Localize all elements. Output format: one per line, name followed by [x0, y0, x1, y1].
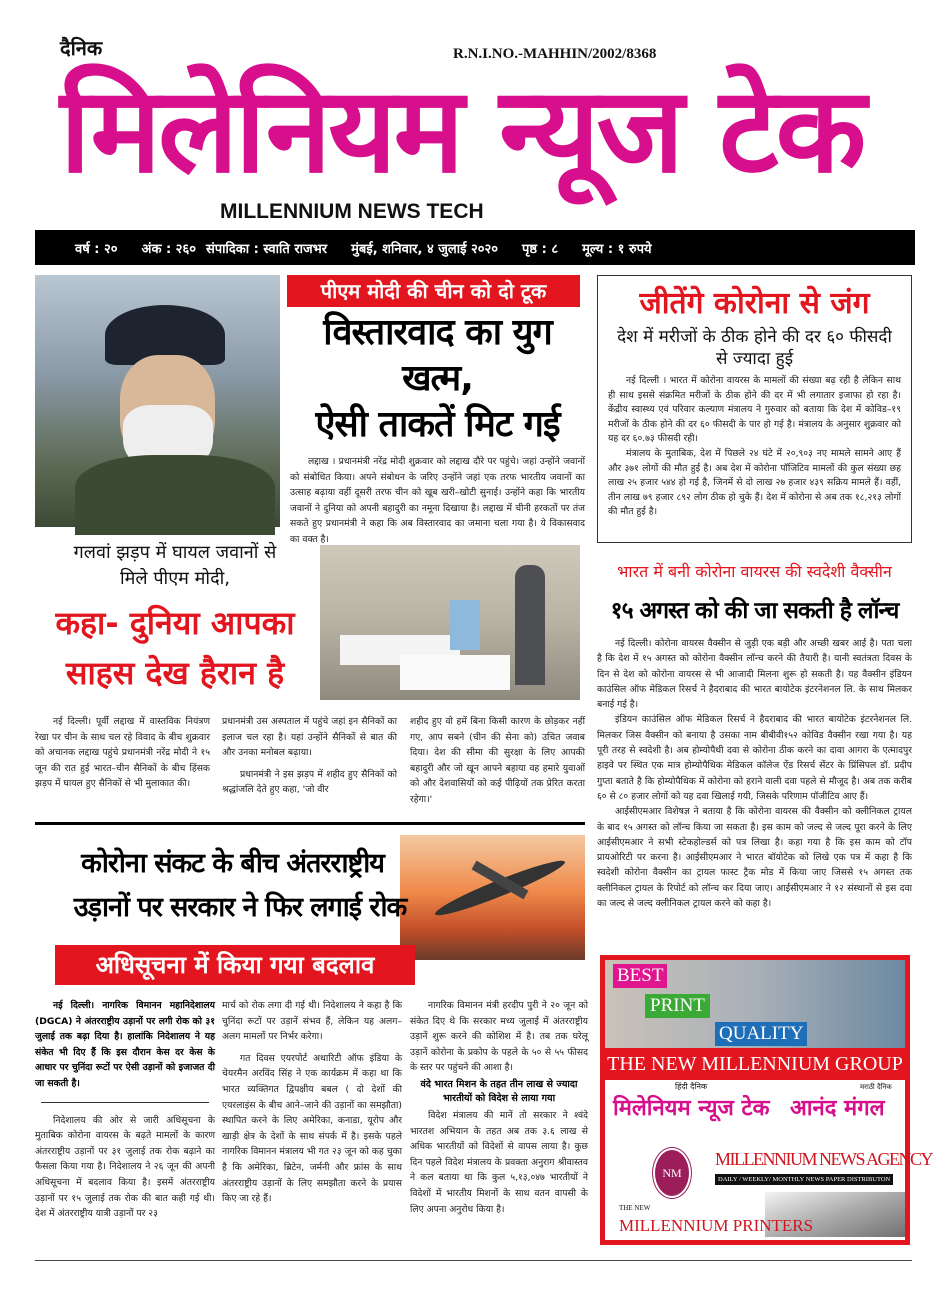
vaccine-kicker: भारत में बनी कोरोना वायरस की स्वदेशी वैक्सीन [617, 562, 892, 581]
ad-tag-quality: QUALITY [715, 1022, 807, 1046]
flights-col-1-text: निदेशालय की ओर से जारी अधिसूचना के मुताबिक कोरोना वायरस के बढ़ते मामलों के कारण अंतरराष्ट्रीय उड़ानों पर ३१ जुलाई तक रोक बढ़ाने का फैसला किया गया है। निदेशालय ने २६ जून की अपनी अधिसूचना में बदलाव किया है। इसमें अंतरराष्ट्रीय उड़ानों पर १५ जुलाई तक रोक की बात कही गई थी। देश में अंतरराष्ट्रीय यात्री उड़ानों पर २३ [35, 1114, 215, 1220]
flights-col-2-p2: गत दिवस एयरपोर्ट अथारिटी ऑफ इंडिया के चेयरमैन अरविंद सिंह ने एक कार्यक्रम में कहा था कि भारत व्यक्तिगत द्विपक्षीय बबल ( दो देशों की एयरलाइंस के बीच आने–जाने की उड़ानों का समझौता) स्थापित करने के लिए अमेरिका, कनाडा, यूरोप और खाड़ी क्षेत्र के देशों के साथ संपर्क में है। इसके पहले नागरिक विमानन मंत्रालय भी गत २३ जून को कह चुका है कि अमेरिका, ब्रिटेन, जर्मनी और फ्रांस के साथ अंतरराष्ट्रीय उड़ानों के लिए समझौता करने के प्रयास किए जा रहे हैं। [222, 1052, 402, 1205]
rni-number: R.N.I.NO.-MAHHIN/2002/8368 [453, 46, 657, 62]
corona-body [608, 374, 901, 520]
flights-lead: नई दिल्ली। नागरिक विमानन महानिदेशालय (DGCA) ने अंतरराष्ट्रीय उड़ानों पर लगी रोक को ३१ जुलाई तक बढ़ा दिया है। हालांकि निदेशालय ने यह संकेत भी दिए हैं कि इस दौरान केस दर केस के आधार पर चुनिंदा रूटों पर ऐसी उड़ानों को इजाजत दी जा सकती है। [35, 1000, 215, 1089]
masthead-title: मिलेनियम न्यूज टेक [60, 61, 864, 199]
vaccine-paragraph: इंडियन काउंसिल ऑफ मेडिकल रिसर्च ने हैदराबाद की भारत बायोटेक इंटरनेशनल लि. मिलकर जिस वैक्सीन को बनाया है उसका नाम बीबीवी१५२ कोविड वैक्सीन रखा गया है। यह पूरी तरह से स्वदेशी है। अब होम्योपैथी दवा से कोरोना ठीक करने का दावा आगरा के एत्मादपुर हाइवे पर स्थित एक मात्र होम्योपैथिक मेडिकल कॉलेज ऐंड रिसर्च सेंटर के प्रिंसिपल डॉ. प्रदीप गुप्ता बताते है कि होम्योपैथिक में कोरोना को हराने वाली दवा पहले से मौजूद है। अब तक करीब ६० से ८० हजार लोगों को यह दवा खिलाई गयी, जिसके परिणाम पॉजीटिव आए हैं। [597, 714, 912, 802]
ad-millennium-group [600, 955, 932, 1245]
ad-tag-best: BEST [613, 964, 667, 988]
modi-body-text: लद्दाख । प्रधानमंत्री नरेंद्र मोदी शुक्रवार को लद्दाख दौरे पर पहुंचे। जहां उन्होंने जवानों को संबोधित किया। अपने संबोधन के जरिए उन्होंने जहां एक तरफ भारतीय जवानों का उत्साह बढ़ाया वहीं दूसरी तरफ चीन को खूब खरी–खोटी सुनाई। उन्होंने कहा कि भारतीय जवानों ने दुनिया को अपनी बहादुरी का नमूना दिखाया है। लद्दाख में चीनी हरकतों पर तंज सकते हुए प्रधानमंत्री ने कहा कि अब विस्तारवाद का जमाना चला गया है। ये विकासवाद का वक्त है। [290, 456, 585, 545]
ad-tag-print: PRINT [645, 994, 710, 1018]
galwan-headline-1: कहा- दुनिया आपका [55, 604, 295, 642]
corona-subhead: देश में मरीजों के ठीक होने की दर ६० फीसदी से ज्यादा हुई [617, 327, 892, 369]
flights-heading-block [35, 842, 445, 985]
masthead-subtitle: MILLENNIUM NEWS TECH [220, 200, 484, 223]
galwan-col-1: नई दिल्ली। पूर्वी लद्दाख में वास्तविक नियंत्रण रेखा पर चीन के साथ चल रहे विवाद के बीच शुक्रवार को अचानक लद्दाख पहुंचे प्रधानमंत्री नरेंद्र मोदी ने १५ जून की रात हुई भारत–चीन सैनिकों के बीच हिंसक झड़प में घायल हुए सैनिकों से भी मुलाकात की। [35, 716, 210, 790]
divider [35, 822, 585, 825]
galwan-headline-2: साहस देख हैरान है [65, 654, 285, 692]
flights-col-3 [410, 998, 588, 1217]
flights-col-3-subhead: वंदे भारत मिशन के तहत तीन लाख से ज्यादा भारतीयों को विदेश से लाया गया [420, 1078, 578, 1104]
modi-story [285, 275, 590, 548]
price: मूल्य : १ रुपये [582, 241, 652, 257]
dateline: मुंबई, शनिवार, ४ जुलाई २०२० [351, 241, 499, 257]
galwan-col-2-p1: प्रधानमंत्री उस अस्पताल में पहुंचे जहां इन सैनिकों का इलाज चल रहा है। यहां उन्होंने सैनिकों से बात की और उनका मनोबल बढ़ाया। [222, 716, 397, 759]
ad-paper1-label: हिंदी दैनिक [675, 1082, 708, 1091]
modi-headline-1: विस्तारवाद का युग खत्म, [323, 312, 552, 399]
hospital-photo [320, 545, 580, 700]
flights-col-1 [35, 998, 215, 1222]
galwan-subhead-2: मिले पीएम मोदी, [119, 568, 231, 589]
galwan-col-2-p2: प्रधानमंत्री ने इस झड़प में शहीद हुए सैनिकों को श्रद्धांजलि देते हुए कहा, 'जो वीर [222, 768, 397, 796]
corona-box [597, 275, 912, 543]
vaccine-body [597, 636, 912, 911]
flights-headline-1: कोरोना संकट के बीच अंतरराष्ट्रीय [81, 848, 384, 879]
flights-col-3-p1: नागरिक विमानन मंत्री हरदीप पुरी ने २० जून को संकेत दिए थे कि सरकार मध्य जुलाई में अंतरराष्ट्रीय उड़ानें शुरू करने की कोशिश में है। तब तक घरेलू उड़ानें कोरोना के प्रकोप के पहले के ५० से ५५ फीसद के स्तर पर पहुंचने की आशा है। [410, 1000, 588, 1074]
ad-paper1: मिलेनियम न्यूज टेक [613, 1096, 770, 1121]
ad-printers: MILLENNIUM PRINTERS [619, 1216, 814, 1235]
modi-kicker-text: पीएम मोदी की चीन को दो टूक [320, 279, 547, 303]
ad-logo [653, 1148, 691, 1198]
flights-col-2-p1: मार्च को रोक लगा दी गई थी। निदेशालय ने कहा है कि चुनिंदा रूटों पर उड़ानें संभव हैं, लेकिन यह अलग–अलग मामलों पर निर्भर करेगा। [222, 1000, 402, 1043]
flights-lead-rule [41, 1102, 209, 1103]
modi-headline-2: ऐसी ताकतें मिट गई [315, 404, 560, 445]
corona-paragraph: नई दिल्ली । भारत में कोरोना वायरस के मामलों की संख्या बढ़ रही है लेकिन साथ ही साथ इससे संक्रमित मरीजों के ठीक होने की दर में भी लगातार इजाफा हो रहा है। केंद्रीय स्वास्थ्य एवं परिवार कल्याण मंत्रालय ने गुरुवार को बताया कि देश में कोविड–१९ मरीजों के ठीक होने की दर ६० फीसदी के पार हो गई है। मंत्रालय के अनुसार शुक्रवार को यह दर ६०.७३ फीसदी रही। [608, 375, 901, 445]
year: वर्ष : २० [75, 241, 118, 257]
ad-paper2: आनंद मंगल [790, 1096, 885, 1121]
ad-agency-sub: DAILY / WEEKLY/ MONTHLY NEWS PAPER DISTRIBUTON [715, 1174, 893, 1185]
flights-banner-text: अधिसूचना में किया गया बदलाव [95, 951, 375, 979]
vaccine-headline: १५ अगस्त को की जा सकती है लॉन्च [610, 598, 899, 624]
bottom-rule [35, 1260, 912, 1261]
vaccine-paragraph: आईसीएमआर विशेषज्ञ ने बताया है कि कोरोना वायरस की वैक्सीन को क्लीनिकल ट्रायल के बाद १५ अगस्त को लॉन्च किया जा सकता है। इस काम को जल्द से जल्द पूरा करने के लिए आईसीएमआर ने सभी स्टेकहोल्डर्स को पत्र लिखा है। कहा गया है कि इस काम को टॉप प्रायओरिटी पर करना है। आईसीएमआर ने भारत बॉयोटेक को लिखे एक पत्र में कहा है कि स्वदेशी कोरोना वैक्सीन का ट्रायल फास्ट ट्रैक मोड में किया जाए जिससे १५ अगस्त तक क्लीनिकल ट्रायल के रिपोर्ट को लॉन्च कर दिया जाए। आईसीएमआर ने १२ संस्थानों से इस दवा का जल्द से जल्द क्लीनिकल ट्रायल करने को कहा है। [597, 806, 912, 910]
galwan-subhead-1: गलवां झड़प में घायल जवानों से [73, 542, 277, 563]
corona-paragraph: मंत्रालय के मुताबिक, देश में पिछले २४ घंटे में २०,९०३ नए मामले सामने आए हैं और ३७१ लोगों की मौत हुई है। अब देश में कोरोना पॉजिटिव मामलों की कुल संख्या छह लाख २५ हजार ५४४ हो गई है, जिनमें से दो लाख २७ हजार ४३९ सक्रिय मामले हैं। वहीं, तीन लाख ७९ हजार ८९२ लोग ठीक हो चुके हैं। देश में कोरोना से अब तक १८,२१३ लोगों की मौत हुई है। [608, 447, 901, 518]
modi-kicker [287, 275, 580, 307]
galwan-col-2 [222, 714, 397, 798]
galwan-heading-block [30, 540, 320, 698]
info-bar [35, 230, 915, 265]
vaccine-paragraph: नई दिल्ली। कोरोना वायरस वैक्सीन से जुड़ी एक बड़ी और अच्छी खबर आई है। पता चला है कि देश में १५ अगस्त को कोरोना वैक्सीन लॉन्च करने की तैयारी है। यानी स्वतंत्रता दिवस के दिन से देश को कोरोना वायरस से भी आजादी मिलना शुरू हो सकती है। यह वैक्सीन इंडियन काउंसिल ऑफ मेडिकल रिसर्च ने हैदराबाद की भारत बायोटेक इंटरनेशनल लि. के साथ मिलकर बनाई गई है। [597, 638, 912, 711]
ad-paper2-label: मराठी दैनिक [860, 1083, 892, 1091]
modi-body [290, 454, 585, 548]
ad-group-name: THE NEW MILLENNIUM GROUP [605, 1048, 905, 1080]
daily-label: दैनिक [60, 36, 103, 60]
flights-headline-2: उड़ानों पर सरकार ने फिर लगाई रोक [73, 892, 407, 923]
ad-printers-pre: THE NEW [619, 1204, 651, 1212]
editor: संपादिका : स्वाति राजभर [205, 241, 328, 257]
corona-headline: जीतेंगे कोरोना से जंग [639, 286, 870, 321]
vaccine-story [597, 560, 912, 911]
flights-banner [55, 945, 415, 985]
flights-col-2 [222, 998, 402, 1207]
ad-agency: MILLENNIUM NEWS AGENCY [715, 1149, 932, 1169]
flights-col-3-p2: विदेश मंत्रालय की मानें तो सरकार ने श्वंदे भारतश अभियान के तहत अब तक ३.६ लाख से अधिक भारतीयों को विदेशों से वापस लाया है। कुछ दिन पहले विदेश मंत्रालय के प्रवक्ता अनुराग श्रीवास्तव ने कल बताया था कि कुल ५,१३,०४७ भारतीयों ने विदेशों में भारतीय मिशनों के साथ वतन वापसी के लिए अपना अनुरोध किया है। [410, 1109, 588, 1215]
modi-photo [35, 275, 280, 527]
pages: पृष्ठ : ८ [522, 241, 559, 257]
ad-logo-letters: NM [662, 1166, 682, 1180]
galwan-col-3: शहीद हुए वो हमें बिना किसी कारण के छोड़कर नहीं गए, आप सबने (चीन की सेना को) उचित जवाब दिया। देश की सीमा की सुरक्षा के लिए आपकी बहादुरी और जो खून आपने बहाया वह हमारे युवाओं को और देशवासियों को कई पीढ़ियों तक प्रेरित करता रहेगा।' [410, 716, 585, 805]
issue: अंक : २६० [141, 241, 196, 257]
